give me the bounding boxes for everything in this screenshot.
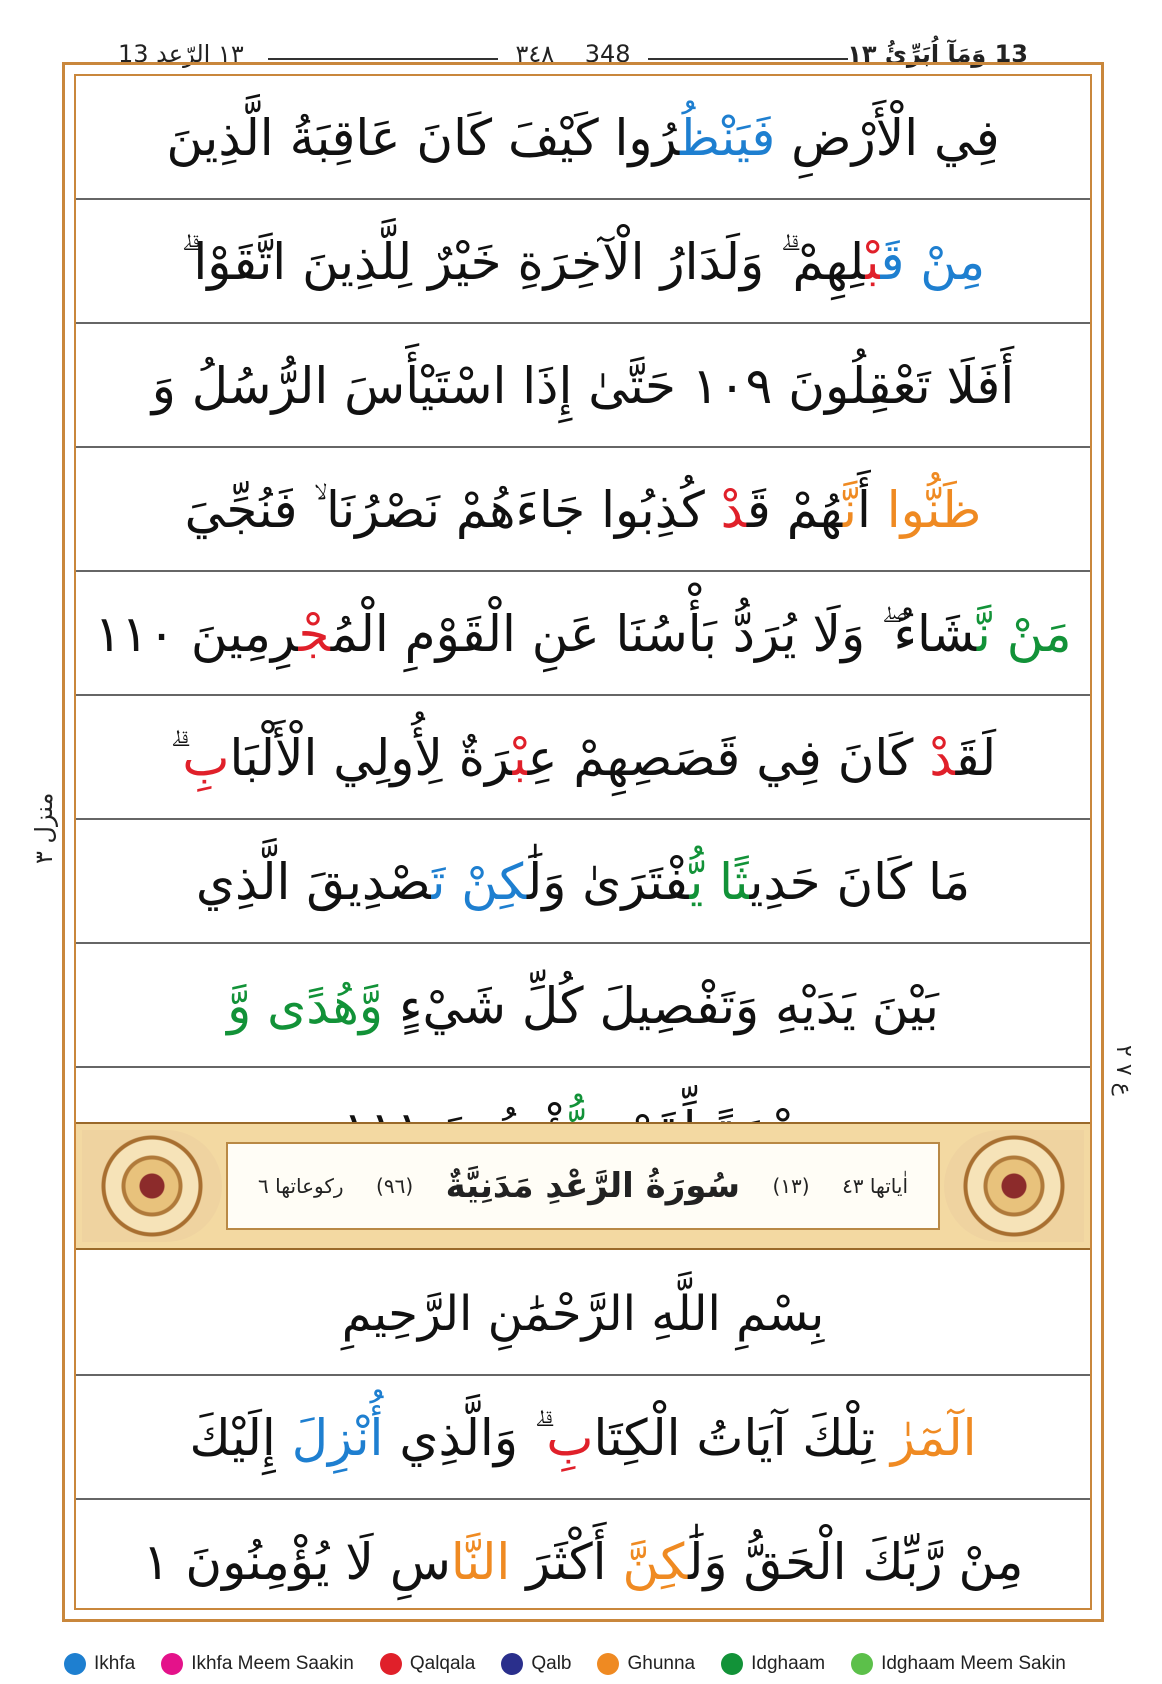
legend-color-dot-icon <box>501 1653 523 1675</box>
tajweed-ghunna-text: كِنَّ <box>622 1533 689 1591</box>
legend-color-dot-icon <box>161 1653 183 1675</box>
verse-text: تِلْكَ آيَاتُ الْكِتَا <box>593 1409 891 1467</box>
verse-text: سِ لَا يُؤْمِنُونَ ١ <box>142 1533 451 1591</box>
tajweed-qalqala-text: دْ <box>720 481 747 539</box>
tajweed-ikhfa-text: كِنْ تَ <box>431 853 527 911</box>
verse-text: لَقَ <box>955 729 997 787</box>
legend-color-dot-icon <box>721 1653 743 1675</box>
verse-line <box>76 572 1090 696</box>
tajweed-ghunna-text: ظَنُّوا <box>886 481 982 539</box>
page-number-latin: 348 <box>584 40 631 68</box>
verse-text: إِلَيْكَ <box>189 1409 292 1467</box>
banner-ornament-left-icon <box>82 1130 222 1242</box>
surah-name-left: ١٣ الرّعد 13 <box>118 40 244 68</box>
tajweed-idghaam-text: وَّهُدًى وَّ <box>227 977 384 1035</box>
verse-line <box>76 1376 1090 1500</box>
tajweed-qalqala-text: بِ <box>182 729 230 787</box>
legend-item <box>721 1653 825 1675</box>
verse-line <box>76 1500 1090 1624</box>
verse-text: لِهِمْ ۗ وَلَدَارُ الْآخِرَةِ خَيْرٌ لِلَّذِينَ اتَّقَوْا ۗ <box>180 233 866 291</box>
surah-title: سُورَةُ الرَّعْدِ مَدَنِيَّةٌ <box>445 1166 741 1206</box>
legend-item <box>161 1653 354 1675</box>
surah-number: (١٣) <box>772 1174 810 1198</box>
banner-ornament-right-icon <box>944 1130 1084 1242</box>
verse-text: أَفَلَا تَعْقِلُونَ ١٠٩ حَتَّىٰ إِذَا اسْتَيْأَسَ الرُّسُلُ وَ <box>151 357 1015 415</box>
legend-item <box>380 1653 476 1675</box>
legend-label: Ikhfa <box>94 1653 136 1674</box>
legend-color-dot-icon <box>64 1653 86 1675</box>
surah-banner <box>76 1122 1090 1250</box>
verse-text: ۗ <box>169 729 183 787</box>
legend-label: Ikhfa Meem Saakin <box>191 1653 354 1674</box>
tajweed-ghunna-text: الٓمٓرٰ <box>890 1409 977 1467</box>
verse-text: مَا كَانَ حَدِي <box>749 853 971 911</box>
tajweed-qalqala-text: بِ <box>546 1409 594 1467</box>
manzil-label: منزل ٣ <box>30 792 58 864</box>
legend-item <box>64 1653 135 1675</box>
verse-text: أَ <box>856 481 887 539</box>
tajweed-idghaam-text: ثًا يُّ <box>689 853 750 911</box>
tajweed-ghunna-text: النَّا <box>450 1533 511 1591</box>
tajweed-qalqala-text: دْ <box>929 729 956 787</box>
verse-text: رِمِينَ ١١٠ <box>94 605 299 663</box>
tajweed-qalqala-text: بْ <box>865 233 881 291</box>
verse-line <box>76 448 1090 572</box>
legend-color-dot-icon <box>380 1653 402 1675</box>
legend-item <box>597 1653 695 1675</box>
verse-line <box>76 76 1090 200</box>
bismillah: بِسْمِ اللَّهِ الرَّحْمَٰنِ الرَّحِيمِ <box>76 1252 1090 1376</box>
verse-text: فِي الْأَرْضِ <box>775 109 1000 167</box>
header-rule-right <box>648 58 848 60</box>
verse-text: أَكْثَرَ <box>510 1533 623 1591</box>
verse-line <box>76 696 1090 820</box>
ruku-marker: ع ٧ ٢ <box>1111 1044 1136 1096</box>
verse-text: كَانَ فِي قَصَصِهِمْ عِ <box>527 729 930 787</box>
tajweed-legend <box>64 1650 1104 1678</box>
legend-label: Idghaam <box>751 1653 826 1674</box>
legend-label: Ghunna <box>627 1653 696 1674</box>
verse-line <box>76 820 1090 944</box>
verse-text: صْدِيقَ الَّذِي <box>195 853 432 911</box>
verse-text: رُوا كَيْفَ كَانَ عَاقِبَةُ الَّذِينَ <box>166 109 681 167</box>
verse-text: بَيْنَ يَدَيْهِ وَتَفْصِيلَ كُلِّ شَيْءٍ <box>383 977 939 1035</box>
verse-text: كُذِبُوا جَاءَهُمْ نَصْرُنَا ۙ فَنُجِّيَ <box>184 481 721 539</box>
tajweed-idghaam-text: مَنْ نَّ <box>976 605 1072 663</box>
legend-color-dot-icon <box>851 1653 873 1675</box>
verse-text: هُمْ قَ <box>746 481 844 539</box>
tajweed-ghunna-text: نَّ <box>843 481 857 539</box>
verse-text: فْتَرَىٰ وَلَٰ <box>526 853 690 911</box>
legend-item <box>851 1653 1066 1675</box>
verse-line <box>76 200 1090 324</box>
tajweed-qalqala-text: بْ <box>512 729 528 787</box>
verse-text: رَةٌ لِأُولِي الْأَلْبَا <box>229 729 513 787</box>
verse-line <box>76 944 1090 1068</box>
tajweed-ikhfa-text: فَيَنْظُ <box>680 109 776 167</box>
revelation-order: (٩٦) <box>376 1174 414 1198</box>
page-number-arabic: ٣٤٨ <box>515 40 555 68</box>
verse-text: ۗ وَالَّذِي <box>383 1409 547 1467</box>
tajweed-ikhfa-text: مِنْ قَ <box>880 233 986 291</box>
legend-label: Idghaam Meem Sakin <box>881 1653 1066 1674</box>
ayat-count: اٰیاتھا ٤٣ <box>842 1174 908 1198</box>
tajweed-qalqala-text: جْ <box>298 605 331 663</box>
legend-label: Qalb <box>531 1653 572 1674</box>
verse-line <box>76 324 1090 448</box>
verse-text: شَاءُ ۖ وَلَا يُرَدُّ بَأْسُنَا عَنِ الْقَوْمِ الْمُ <box>330 605 977 663</box>
ruku-count: رکوعاتھا ٦ <box>258 1174 344 1198</box>
surah-title-plaque <box>226 1142 940 1230</box>
legend-label: Qalqala <box>409 1653 476 1674</box>
verse-text: مِنْ رَّبِّكَ الْحَقُّ وَلَٰ <box>688 1533 1024 1591</box>
juz-name-right: 13 وَمَآ اُبَرِّئُ ١٣ <box>847 40 1028 68</box>
tajweed-ikhfa-text: أُنْزِلَ <box>291 1409 384 1467</box>
legend-color-dot-icon <box>597 1653 619 1675</box>
legend-item <box>501 1653 571 1675</box>
